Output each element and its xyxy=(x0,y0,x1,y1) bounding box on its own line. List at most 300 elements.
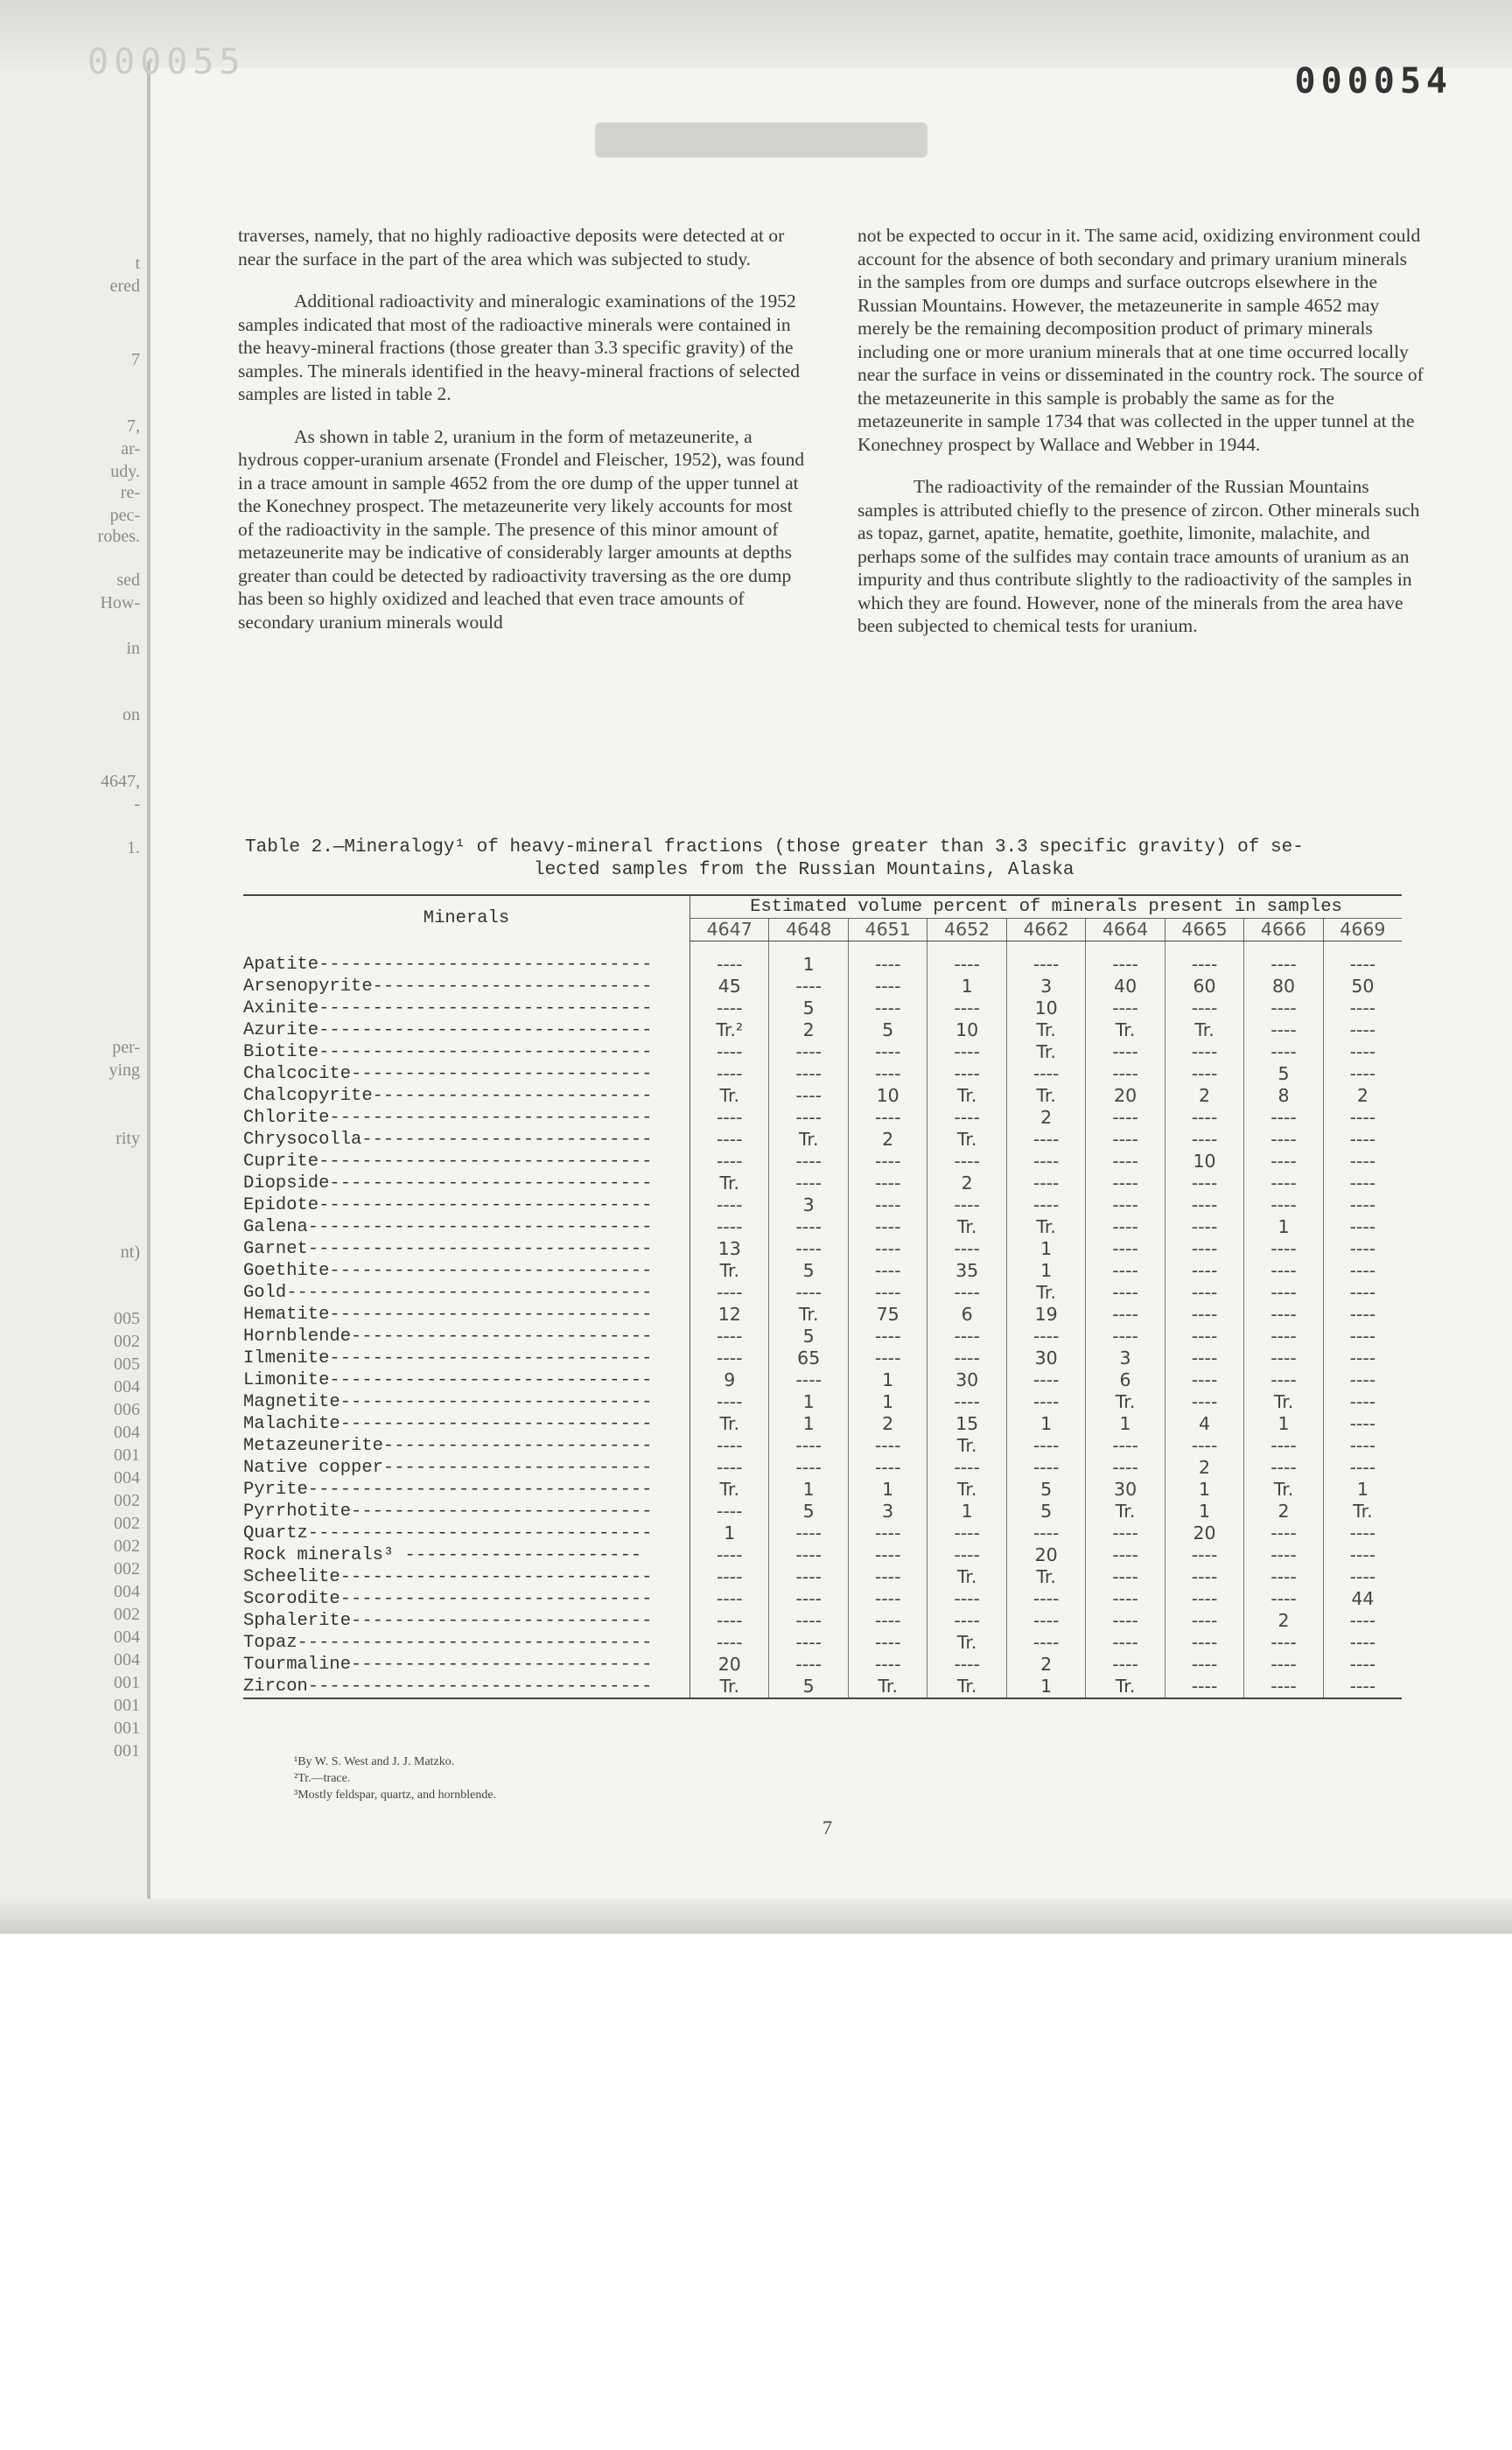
volume-percent-cell: ---- xyxy=(769,1041,848,1063)
table-row xyxy=(243,1107,1402,1129)
volume-percent-cell: ---- xyxy=(928,1041,1006,1063)
volume-percent-cell: ---- xyxy=(769,1522,848,1544)
margin-fragment: per- xyxy=(112,1038,140,1057)
volume-percent-cell: 3 xyxy=(1086,1348,1165,1369)
volume-percent-cell: 4 xyxy=(1165,1413,1243,1435)
margin-fragment: 001 xyxy=(114,1696,140,1715)
volume-percent-cell: Tr. xyxy=(1086,1676,1165,1698)
volume-percent-cell: ---- xyxy=(1165,1282,1243,1304)
volume-percent-cell: 30 xyxy=(1006,1348,1085,1369)
volume-percent-cell: Tr. xyxy=(928,1216,1006,1238)
volume-percent-cell: ---- xyxy=(1323,1369,1402,1391)
volume-percent-cell: 50 xyxy=(1323,976,1402,998)
mineral-name: Galena-------------------------------- xyxy=(243,1216,690,1238)
volume-percent-cell: Tr. xyxy=(1086,1391,1165,1413)
footnote: ¹By W. S. West and J. J. Matzko. xyxy=(294,1755,455,1768)
volume-percent-cell: ---- xyxy=(1086,1216,1165,1238)
volume-percent-cell: ---- xyxy=(769,1107,848,1129)
volume-percent-cell: ---- xyxy=(1165,1588,1243,1610)
mineralogy-table xyxy=(243,894,1402,1699)
table-row xyxy=(243,1435,1402,1457)
volume-percent-cell: ---- xyxy=(716,1151,743,1172)
volume-percent-cell: ---- xyxy=(1323,1019,1402,1041)
volume-percent-cell: ---- xyxy=(1165,1216,1243,1238)
mineral-name: Topaz--------------------------------- xyxy=(243,1632,690,1654)
volume-percent-cell: Tr. xyxy=(928,1129,1006,1151)
volume-percent-cell: 2 xyxy=(1165,1457,1243,1479)
page-fold-line xyxy=(147,61,150,1899)
volume-percent-cell: ---- xyxy=(1165,1632,1243,1654)
volume-percent-cell: 2 xyxy=(1165,1085,1243,1107)
volume-percent-cell: ---- xyxy=(848,1194,927,1216)
volume-percent-cell: ---- xyxy=(1006,1172,1085,1194)
volume-percent-cell: Tr. xyxy=(1086,1501,1165,1522)
volume-percent-cell: 5 xyxy=(1006,1479,1085,1501)
volume-percent-cell: ---- xyxy=(1323,1063,1402,1085)
volume-percent-cell: 13 xyxy=(718,1238,741,1259)
volume-percent-cell: ---- xyxy=(716,1566,743,1587)
volume-percent-cell: ---- xyxy=(848,1151,927,1172)
volume-percent-cell: 20 xyxy=(1086,1085,1165,1107)
mineral-name: Pyrite-------------------------------- xyxy=(243,1479,690,1501)
table-row xyxy=(243,1544,1402,1566)
table-row xyxy=(243,1348,1402,1369)
volume-percent-cell: 20 xyxy=(718,1654,741,1675)
volume-percent-cell: ---- xyxy=(1006,1391,1085,1413)
mineral-name: Scorodite----------------------------- xyxy=(243,1588,690,1610)
volume-percent-cell: ---- xyxy=(1244,1544,1323,1566)
volume-percent-cell: ---- xyxy=(928,954,1006,976)
volume-percent-cell: ---- xyxy=(1086,1588,1165,1610)
volume-percent-cell: ---- xyxy=(1244,1107,1323,1129)
margin-fragment: 002 xyxy=(114,1491,140,1510)
volume-percent-cell: Tr. xyxy=(928,1435,1006,1457)
volume-percent-cell: ---- xyxy=(848,1654,927,1676)
table-row xyxy=(243,1326,1402,1348)
volume-percent-cell: ---- xyxy=(1165,1238,1243,1260)
volume-percent-cell: ---- xyxy=(1244,1435,1323,1457)
table-row xyxy=(243,1522,1402,1544)
margin-fragment: 002 xyxy=(114,1332,140,1351)
volume-percent-cell: ---- xyxy=(1244,1019,1323,1041)
volume-percent-cell: ---- xyxy=(1323,1457,1402,1479)
margin-fragment: ered xyxy=(109,276,140,296)
volume-percent-cell: ---- xyxy=(1323,1216,1402,1238)
volume-percent-cell: 1 xyxy=(1006,1676,1085,1698)
volume-percent-cell: 9 xyxy=(724,1369,736,1390)
margin-fragment: ar- xyxy=(121,439,140,458)
volume-percent-cell: ---- xyxy=(848,1063,927,1085)
volume-percent-cell: ---- xyxy=(1086,954,1165,976)
volume-percent-cell: 10 xyxy=(1006,998,1085,1019)
volume-percent-cell: Tr. xyxy=(1006,1041,1085,1063)
volume-percent-cell: 2 xyxy=(848,1129,927,1151)
margin-fragment: 004 xyxy=(114,1468,140,1488)
table-row xyxy=(243,1391,1402,1413)
margin-fragment: re- xyxy=(120,483,140,502)
volume-percent-cell: ---- xyxy=(1165,1129,1243,1151)
mineral-name: Biotite------------------------------- xyxy=(243,1041,690,1063)
volume-percent-cell: ---- xyxy=(1006,1151,1085,1172)
volume-percent-cell: ---- xyxy=(769,1369,848,1391)
volume-percent-cell: Tr. xyxy=(719,1172,740,1194)
volume-percent-cell: 35 xyxy=(928,1260,1006,1282)
volume-percent-cell: ---- xyxy=(1165,954,1243,976)
volume-percent-cell: ---- xyxy=(848,1260,927,1282)
volume-percent-cell: ---- xyxy=(716,1326,743,1347)
volume-percent-cell: 60 xyxy=(1165,976,1243,998)
volume-percent-cell: ---- xyxy=(769,1216,848,1238)
volume-percent-cell: ---- xyxy=(928,1326,1006,1348)
volume-percent-cell: 1 xyxy=(1244,1216,1323,1238)
volume-percent-cell: ---- xyxy=(1006,1435,1085,1457)
volume-percent-cell: Tr. xyxy=(719,1260,740,1281)
volume-percent-cell: ---- xyxy=(928,1238,1006,1260)
mineral-name: Garnet-------------------------------- xyxy=(243,1238,690,1260)
volume-percent-cell: ---- xyxy=(1006,1610,1085,1632)
volume-percent-cell: 15 xyxy=(928,1413,1006,1435)
volume-percent-cell: 1 xyxy=(928,1501,1006,1522)
mineral-name: Magnetite----------------------------- xyxy=(243,1391,690,1413)
mineral-name: Chalcocite---------------------------- xyxy=(243,1063,690,1085)
volume-percent-cell: ---- xyxy=(1323,1348,1402,1369)
volume-percent-cell: ---- xyxy=(1244,1304,1323,1326)
volume-percent-cell: 1 xyxy=(848,1391,927,1413)
mineral-name: Tourmaline---------------------------- xyxy=(243,1654,690,1676)
volume-percent-cell: ---- xyxy=(716,1041,743,1062)
table-row xyxy=(243,1610,1402,1632)
table-row xyxy=(243,1369,1402,1391)
table-row xyxy=(243,998,1402,1019)
margin-fragment: in xyxy=(126,639,140,658)
mineral-name: Pyrrhotite---------------------------- xyxy=(243,1501,690,1522)
mineral-name: Quartz-------------------------------- xyxy=(243,1522,690,1544)
sample-header-4652: 4652 xyxy=(928,919,1006,942)
volume-percent-cell: Tr. xyxy=(1006,1019,1085,1041)
volume-percent-cell: 1 xyxy=(848,1479,927,1501)
volume-percent-cell: ---- xyxy=(928,1282,1006,1304)
volume-percent-cell: ---- xyxy=(716,1501,743,1522)
margin-fragment: 7 xyxy=(131,350,140,369)
volume-percent-cell: ---- xyxy=(848,1216,927,1238)
volume-percent-cell: 2 xyxy=(928,1172,1006,1194)
volume-percent-cell: 1 xyxy=(1006,1238,1085,1260)
table-row xyxy=(243,954,1402,976)
mineral-name: Rock minerals³ ---------------------- xyxy=(243,1544,690,1566)
table-row xyxy=(243,1172,1402,1194)
volume-percent-cell: ---- xyxy=(928,1522,1006,1544)
samples-group-header: Estimated volume percent of minerals present in samples xyxy=(690,895,1403,919)
margin-fragment: 004 xyxy=(114,1423,140,1442)
mineral-name: Goethite------------------------------ xyxy=(243,1260,690,1282)
volume-percent-cell: Tr. xyxy=(1006,1566,1085,1588)
adjacent-page-margin xyxy=(0,68,150,1906)
volume-percent-cell: ---- xyxy=(769,1566,848,1588)
volume-percent-cell: ---- xyxy=(928,1391,1006,1413)
volume-percent-cell: ---- xyxy=(716,1194,743,1215)
volume-percent-cell: 6 xyxy=(928,1304,1006,1326)
paragraph: traverses, namely, that no highly radioactive deposits were detected at or near the surface in the part of the area which was subjected to study. xyxy=(238,225,785,270)
volume-percent-cell: 2 xyxy=(769,1019,848,1041)
margin-fragment: pec- xyxy=(109,506,140,525)
table-footnotes xyxy=(294,1754,496,1803)
volume-percent-cell: ---- xyxy=(716,1588,743,1609)
volume-percent-cell: ---- xyxy=(769,1172,848,1194)
scan-bottom-edge xyxy=(0,1899,1512,1934)
volume-percent-cell: 2 xyxy=(848,1413,927,1435)
volume-percent-cell: ---- xyxy=(1086,1107,1165,1129)
volume-percent-cell: Tr. xyxy=(719,1479,740,1500)
volume-percent-cell: ---- xyxy=(716,1282,743,1303)
volume-percent-cell: ---- xyxy=(1086,1260,1165,1282)
volume-percent-cell: Tr.² xyxy=(716,1019,744,1040)
volume-percent-cell: ---- xyxy=(769,1282,848,1304)
mineral-name: Malachite----------------------------- xyxy=(243,1413,690,1435)
volume-percent-cell: ---- xyxy=(1323,1544,1402,1566)
volume-percent-cell: ---- xyxy=(1086,998,1165,1019)
volume-percent-cell: ---- xyxy=(1244,1194,1323,1216)
volume-percent-cell: ---- xyxy=(1323,1326,1402,1348)
table-row xyxy=(243,1019,1402,1041)
volume-percent-cell: ---- xyxy=(928,1107,1006,1129)
volume-percent-cell: ---- xyxy=(1323,1391,1402,1413)
volume-percent-cell: Tr. xyxy=(1086,1019,1165,1041)
volume-percent-cell: ---- xyxy=(1323,1654,1402,1676)
volume-percent-cell: ---- xyxy=(716,1544,743,1565)
volume-percent-cell: ---- xyxy=(1086,1566,1165,1588)
volume-percent-cell: ---- xyxy=(716,1348,743,1368)
mineral-name: Chrysocolla--------------------------- xyxy=(243,1129,690,1151)
volume-percent-cell: ---- xyxy=(1086,1063,1165,1085)
volume-percent-cell: ---- xyxy=(928,1654,1006,1676)
volume-percent-cell: ---- xyxy=(769,976,848,998)
volume-percent-cell: ---- xyxy=(716,1063,743,1084)
table-row xyxy=(243,976,1402,998)
margin-fragment: 004 xyxy=(114,1582,140,1601)
volume-percent-cell: ---- xyxy=(769,1632,848,1654)
volume-percent-cell: 1 xyxy=(1165,1501,1243,1522)
sample-header-4665: 4665 xyxy=(1165,919,1243,942)
volume-percent-cell: ---- xyxy=(1086,1041,1165,1063)
margin-fragment: 004 xyxy=(114,1650,140,1670)
volume-percent-cell: Tr. xyxy=(928,1085,1006,1107)
margin-fragment: 002 xyxy=(114,1514,140,1533)
volume-percent-cell: ---- xyxy=(1244,1129,1323,1151)
volume-percent-cell: ---- xyxy=(1165,1041,1243,1063)
volume-percent-cell: ---- xyxy=(1086,1326,1165,1348)
margin-fragment: t xyxy=(135,254,140,273)
volume-percent-cell: ---- xyxy=(1244,1238,1323,1260)
volume-percent-cell: Tr. xyxy=(1165,1019,1243,1041)
volume-percent-cell: 1 xyxy=(928,976,1006,998)
volume-percent-cell: ---- xyxy=(848,1457,927,1479)
table-row xyxy=(243,1457,1402,1479)
volume-percent-cell: 40 xyxy=(1086,976,1165,998)
volume-percent-cell: ---- xyxy=(1086,1238,1165,1260)
volume-percent-cell: ---- xyxy=(1244,1260,1323,1282)
volume-percent-cell: ---- xyxy=(1165,1391,1243,1413)
volume-percent-cell: 2 xyxy=(1006,1654,1085,1676)
mineral-name: Chlorite------------------------------ xyxy=(243,1107,690,1129)
volume-percent-cell: Tr. xyxy=(928,1479,1006,1501)
left-text-column xyxy=(238,224,807,653)
table-row xyxy=(243,1304,1402,1326)
volume-percent-cell: ---- xyxy=(928,1063,1006,1085)
volume-percent-cell: 1 xyxy=(769,1413,848,1435)
volume-percent-cell: ---- xyxy=(1244,1588,1323,1610)
margin-fragment: 005 xyxy=(114,1309,140,1328)
margin-fragment: 004 xyxy=(114,1628,140,1647)
table-row xyxy=(243,1654,1402,1676)
volume-percent-cell: 30 xyxy=(928,1369,1006,1391)
volume-percent-cell: 1 xyxy=(1244,1413,1323,1435)
volume-percent-cell: ---- xyxy=(1165,1544,1243,1566)
volume-percent-cell: 20 xyxy=(1006,1544,1085,1566)
volume-percent-cell: Tr. xyxy=(848,1676,927,1698)
mineral-name: Sphalerite---------------------------- xyxy=(243,1610,690,1632)
volume-percent-cell: ---- xyxy=(1006,1194,1085,1216)
volume-percent-cell: ---- xyxy=(769,1063,848,1085)
volume-percent-cell: ---- xyxy=(1165,1348,1243,1369)
volume-percent-cell: 2 xyxy=(1323,1085,1402,1107)
volume-percent-cell: ---- xyxy=(1006,1326,1085,1348)
margin-fragment: on xyxy=(122,705,140,724)
volume-percent-cell: ---- xyxy=(848,1238,927,1260)
table-row xyxy=(243,1413,1402,1435)
volume-percent-cell: ---- xyxy=(848,998,927,1019)
volume-percent-cell: 1 xyxy=(848,1369,927,1391)
volume-percent-cell: ---- xyxy=(1244,1326,1323,1348)
volume-percent-cell: ---- xyxy=(1086,1610,1165,1632)
volume-percent-cell: ---- xyxy=(1165,1676,1243,1698)
volume-percent-cell: ---- xyxy=(1323,1041,1402,1063)
volume-percent-cell: ---- xyxy=(1244,1151,1323,1172)
volume-percent-cell: 1 xyxy=(769,1479,848,1501)
volume-percent-cell: 1 xyxy=(1006,1260,1085,1282)
volume-percent-cell: ---- xyxy=(1244,954,1323,976)
table-row xyxy=(243,1085,1402,1107)
volume-percent-cell: Tr. xyxy=(1244,1479,1323,1501)
volume-percent-cell: ---- xyxy=(1165,1326,1243,1348)
volume-percent-cell: Tr. xyxy=(1006,1085,1085,1107)
volume-percent-cell: 65 xyxy=(769,1348,848,1369)
volume-percent-cell: Tr. xyxy=(1006,1216,1085,1238)
right-text-column xyxy=(858,224,1426,657)
volume-percent-cell: ---- xyxy=(716,1610,743,1631)
volume-percent-cell: ---- xyxy=(769,1457,848,1479)
volume-percent-cell: ---- xyxy=(716,1435,743,1456)
volume-percent-cell: 19 xyxy=(1006,1304,1085,1326)
volume-percent-cell: ---- xyxy=(1323,1522,1402,1544)
volume-percent-cell: 5 xyxy=(769,1326,848,1348)
sample-header-4651: 4651 xyxy=(848,919,927,942)
volume-percent-cell: ---- xyxy=(1323,1260,1402,1282)
table-caption-line1: Table 2.—Mineralogy¹ of heavy-mineral fractions (those greater than 3.3 specific gravity) of se- xyxy=(245,837,1304,858)
volume-percent-cell: ---- xyxy=(769,1435,848,1457)
mineral-name: Azurite------------------------------- xyxy=(243,1019,690,1041)
volume-percent-cell: ---- xyxy=(1006,954,1085,976)
table-row xyxy=(243,1238,1402,1260)
volume-percent-cell: ---- xyxy=(848,1172,927,1194)
volume-percent-cell: Tr. xyxy=(769,1304,848,1326)
volume-percent-cell: ---- xyxy=(848,1041,927,1063)
volume-percent-cell: 5 xyxy=(769,1676,848,1698)
volume-percent-cell: ---- xyxy=(1323,1676,1402,1698)
volume-percent-cell: 1 xyxy=(769,1391,848,1413)
volume-percent-cell: ---- xyxy=(1323,1129,1402,1151)
volume-percent-cell: ---- xyxy=(1323,1151,1402,1172)
table-row xyxy=(243,1566,1402,1588)
volume-percent-cell: ---- xyxy=(1165,1172,1243,1194)
sample-header-4662: 4662 xyxy=(1006,919,1085,942)
mineral-name: Chalcopyrite-------------------------- xyxy=(243,1085,690,1107)
volume-percent-cell: ---- xyxy=(848,1326,927,1348)
volume-percent-cell: ---- xyxy=(716,1129,743,1150)
volume-percent-cell: ---- xyxy=(848,1632,927,1654)
page-id-number: 000054 xyxy=(1294,61,1452,102)
volume-percent-cell: 45 xyxy=(718,976,741,997)
volume-percent-cell: ---- xyxy=(1165,1304,1243,1326)
volume-percent-cell: ---- xyxy=(1006,1457,1085,1479)
volume-percent-cell: ---- xyxy=(848,1522,927,1544)
table-row xyxy=(243,1260,1402,1282)
volume-percent-cell: ---- xyxy=(716,954,743,975)
volume-percent-cell: ---- xyxy=(1165,1260,1243,1282)
margin-fragment: 001 xyxy=(114,1741,140,1760)
volume-percent-cell: Tr. xyxy=(1323,1501,1402,1522)
volume-percent-cell: 5 xyxy=(848,1019,927,1041)
volume-percent-cell: ---- xyxy=(1323,1194,1402,1216)
margin-fragment: 7, xyxy=(127,416,140,436)
volume-percent-cell: ---- xyxy=(1086,1129,1165,1151)
volume-percent-cell: ---- xyxy=(848,1610,927,1632)
volume-percent-cell: ---- xyxy=(1086,1435,1165,1457)
volume-percent-cell: Tr. xyxy=(690,1676,769,1698)
volume-percent-cell: ---- xyxy=(1086,1654,1165,1676)
volume-percent-cell: 75 xyxy=(848,1304,927,1326)
volume-percent-cell: 5 xyxy=(769,998,848,1019)
volume-percent-cell: 5 xyxy=(769,1260,848,1282)
mineral-name: Axinite------------------------------- xyxy=(243,998,690,1019)
margin-fragment: 001 xyxy=(114,1718,140,1738)
volume-percent-cell: 1 xyxy=(769,954,848,976)
volume-percent-cell: ---- xyxy=(769,1151,848,1172)
mineral-name: Epidote------------------------------- xyxy=(243,1194,690,1216)
volume-percent-cell: ---- xyxy=(1086,1544,1165,1566)
margin-fragment: ying xyxy=(108,1060,140,1080)
sample-header-4666: 4666 xyxy=(1244,919,1323,942)
volume-percent-cell: 3 xyxy=(1006,976,1085,998)
table-caption-line2: lected samples from the Russian Mountains, Alaska xyxy=(534,860,1074,880)
volume-percent-cell: 5 xyxy=(1244,1063,1323,1085)
volume-percent-cell: ---- xyxy=(848,1435,927,1457)
volume-percent-cell: ---- xyxy=(1165,1107,1243,1129)
mineral-name: Metazeunerite------------------------- xyxy=(243,1435,690,1457)
margin-fragment: nt) xyxy=(120,1242,140,1262)
table-row xyxy=(243,1151,1402,1172)
mineral-name: Cuprite------------------------------- xyxy=(243,1151,690,1172)
volume-percent-cell: ---- xyxy=(1244,998,1323,1019)
volume-percent-cell: ---- xyxy=(1323,1282,1402,1304)
volume-percent-cell: ---- xyxy=(1006,1588,1085,1610)
volume-percent-cell: ---- xyxy=(928,1457,1006,1479)
minerals-column-header: Minerals xyxy=(243,895,690,942)
volume-percent-cell: ---- xyxy=(1086,1282,1165,1304)
volume-percent-cell: ---- xyxy=(1006,1632,1085,1654)
margin-fragment: 006 xyxy=(114,1400,140,1419)
volume-percent-cell: Tr. xyxy=(1006,1282,1085,1304)
volume-percent-cell: ---- xyxy=(1086,1151,1165,1172)
